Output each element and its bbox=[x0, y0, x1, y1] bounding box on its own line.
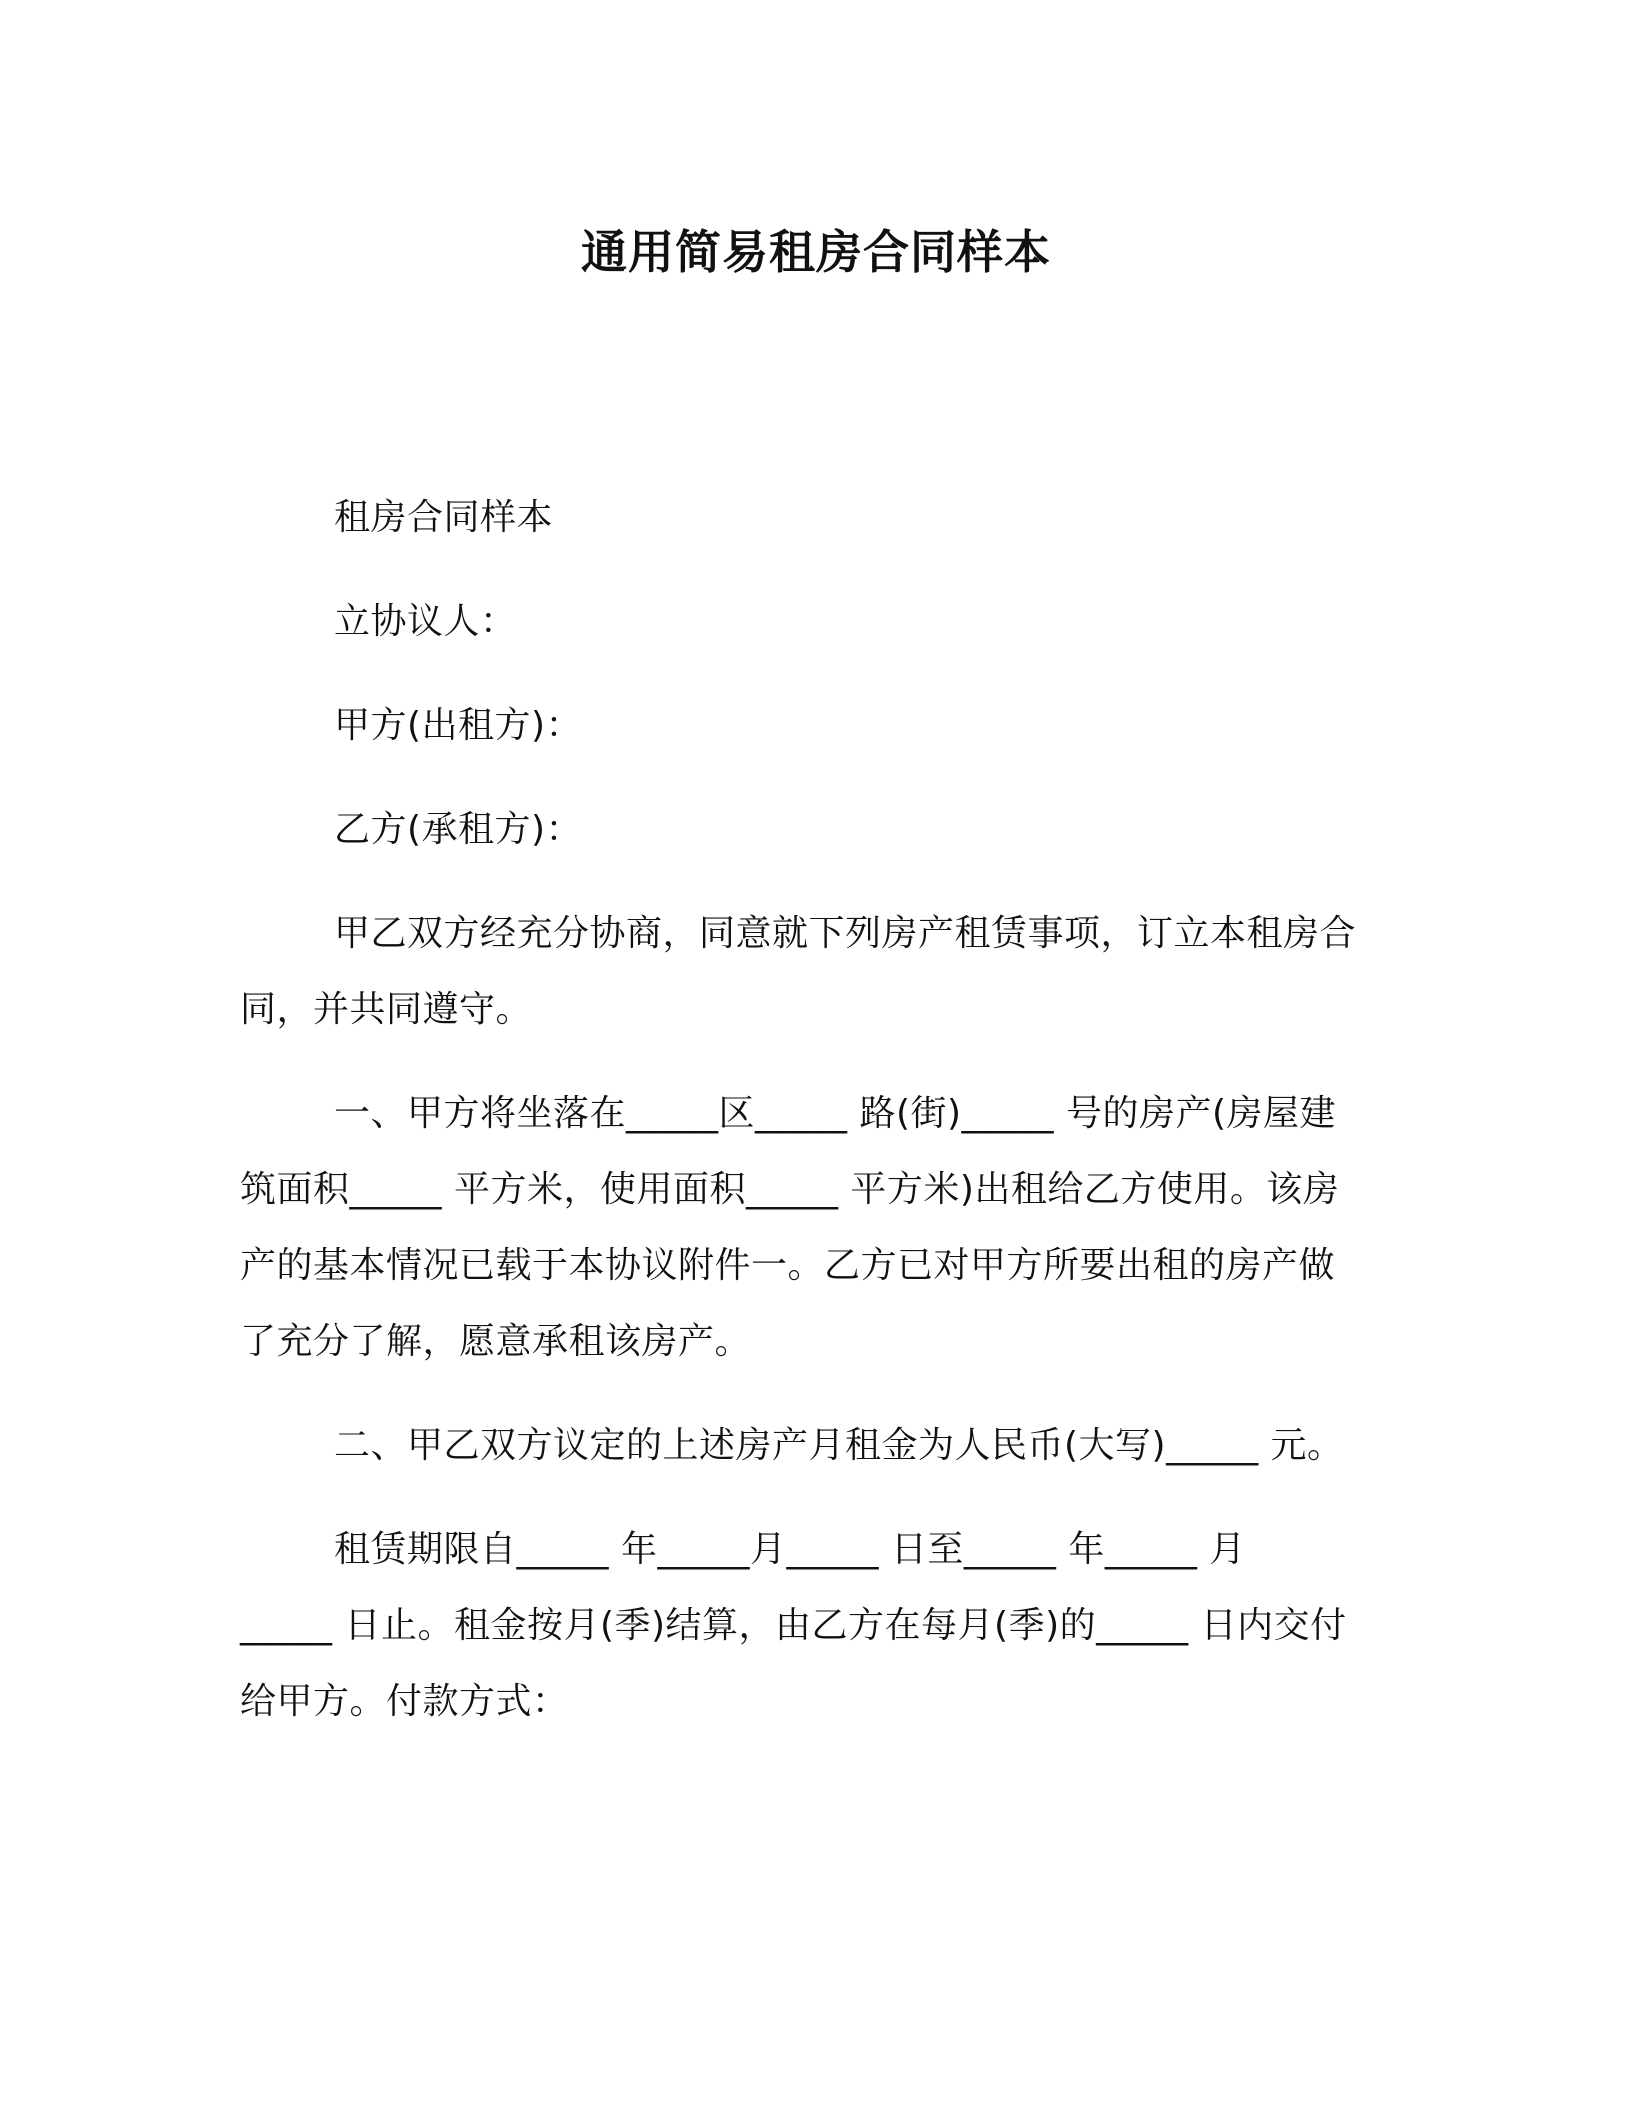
section-heading: 租房合同样本 bbox=[334, 497, 554, 538]
clause-1-line-1: 一、甲方将坐落在_____区_____ 路(街)_____ 号的房产(房屋建 bbox=[334, 1093, 1337, 1134]
party-intro: 立协议人： bbox=[334, 601, 517, 642]
clause-2-line: 二、甲乙双方议定的上述房产月租金为人民币(大写)_____ 元。 bbox=[334, 1425, 1344, 1466]
party-b-label: 乙方(承租方)： bbox=[334, 809, 583, 850]
lease-term-line-2: _____ 日止。租金按月(季)结算，由乙方在每月(季)的_____ 日内交付 bbox=[240, 1605, 1347, 1646]
clause-1-line-3: 产的基本情况已载于本协议附件一。乙方已对甲方所要出租的房产做 bbox=[240, 1245, 1336, 1286]
clause-1-line-2: 筑面积_____ 平方米，使用面积_____ 平方米)出租给乙方使用。该房 bbox=[240, 1169, 1340, 1210]
intro-paragraph-line-1: 甲乙双方经充分协商，同意就下列房产租赁事项，订立本租房合 bbox=[334, 913, 1357, 954]
lease-term-line-1: 租赁期限自_____ 年_____月_____ 日至_____ 年_____ 月 bbox=[334, 1529, 1246, 1570]
clause-1-line-4: 了充分了解，愿意承租该房产。 bbox=[240, 1321, 752, 1362]
lease-term-line-3: 给甲方。付款方式： bbox=[240, 1681, 569, 1722]
document-title: 通用简易租房合同样本 bbox=[581, 225, 1051, 279]
party-a-label: 甲方(出租方)： bbox=[334, 705, 583, 746]
intro-paragraph-line-2: 同，并共同遵守。 bbox=[240, 989, 533, 1030]
